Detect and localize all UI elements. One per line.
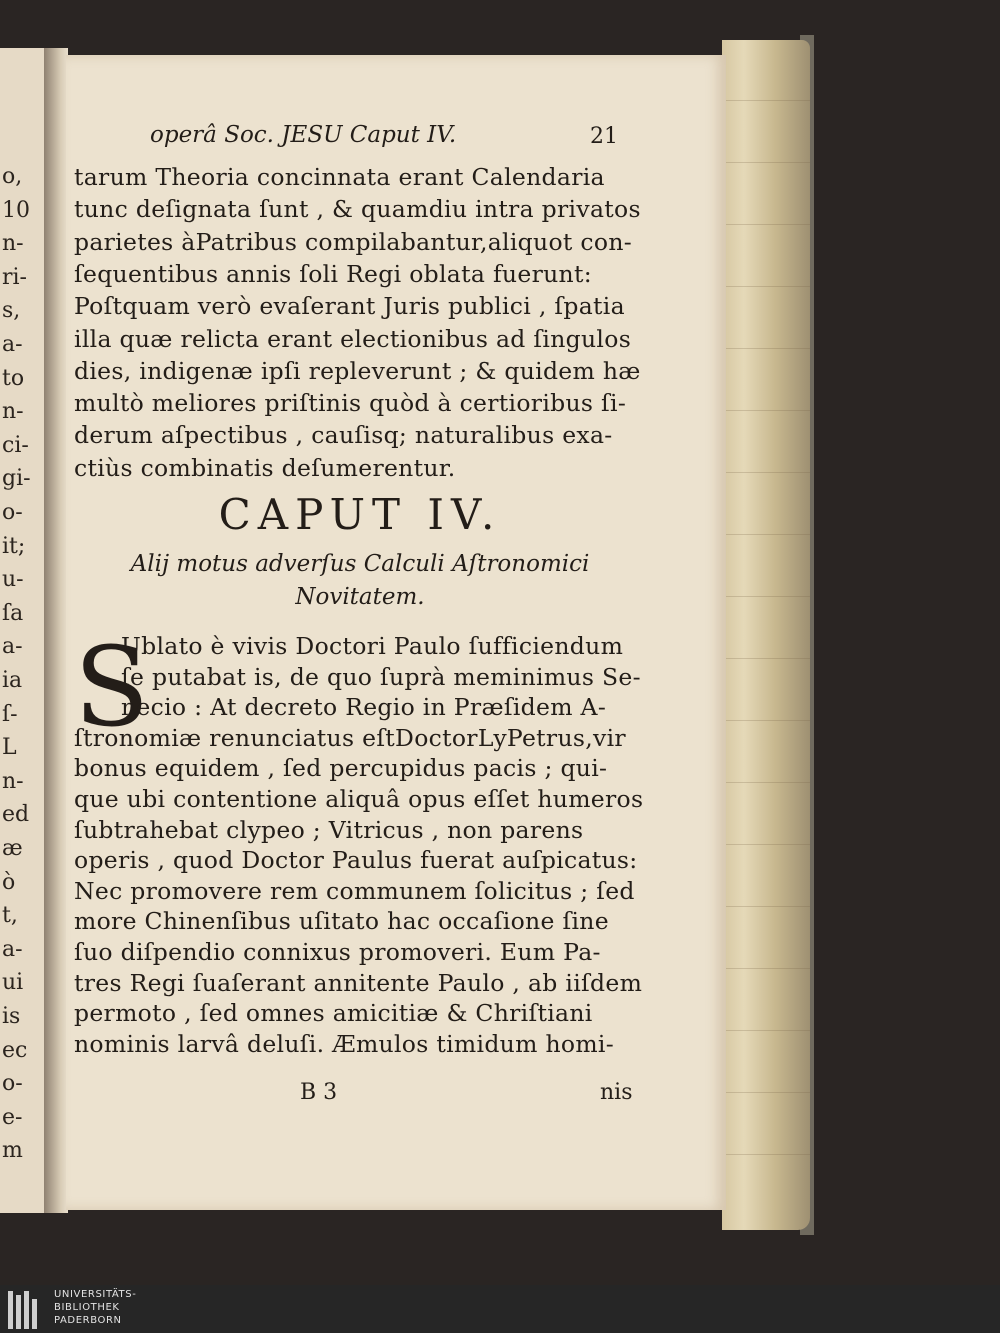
library-logo-text (54, 1288, 136, 1327)
left-page-fragment: m (2, 1138, 23, 1164)
logo-line-2: BIBLIOTHEK (54, 1302, 120, 1313)
chapter-heading: CAPUT IV. (218, 490, 502, 539)
library-footer-bar (0, 1285, 1000, 1333)
paragraph-line: ſubtrahebat clypeo ; Vitricus , non parens (74, 815, 584, 844)
paragraph-line: tres Regi ſuaſerant annitente Paulo , ab iiſdem (74, 968, 643, 997)
left-page-fragment: ò (2, 869, 16, 895)
paragraph-line: nominis larvâ deluſi. Æmulos timidum homi- (74, 1029, 614, 1058)
signature-mark: B 3 (300, 1080, 338, 1105)
logo-line-1: UNIVERSITÄTS- (54, 1289, 137, 1300)
text-line: parietes àPatribus compilabantur,aliquot con- (74, 227, 633, 256)
paragraph-line: ſuo diſpendio connixus promoveri. Eum Pa- (74, 938, 601, 966)
left-page-fragment: t, (2, 903, 18, 929)
left-page-fragment: ec (2, 1037, 28, 1063)
chapter-subtitle-line-2: Novitatem. (295, 584, 425, 610)
paragraph-line: more Chinenſibus uſitato hac occaſione ſine (74, 907, 609, 936)
left-page-fragment: a- (2, 936, 23, 962)
left-page-fragment: ri- (2, 264, 27, 290)
left-page-fragment: u- (2, 567, 24, 593)
text-line: ſequentibus annis ſoli Regi oblata fuerunt: (74, 259, 592, 288)
text-line: multò meliores priſtinis quòd à certioribus ſi- (74, 389, 627, 418)
left-page-fragment: ui (2, 970, 24, 996)
page-fore-edge (722, 40, 810, 1230)
paragraph-line: operis , quod Doctor Paulus fuerat auſpicatus: (74, 846, 638, 875)
paragraph-line: que ubi contentione aliquâ opus eſſet humeros (74, 785, 644, 813)
left-page-fragment: to (2, 365, 25, 391)
text-line: dies, indigenæ ipſi repleverunt ; & quidem hæ (74, 356, 641, 385)
chapter-subtitle-line-1: Alij motus adverſus Calculi Aſtronomici (130, 551, 590, 577)
text-line: ctiùs combinatis deſumerentur. (74, 453, 456, 482)
left-page-fragment: n- (2, 231, 24, 257)
text-line: Poſtquam verò evaſerant Juris publici , ſpatia (74, 292, 625, 321)
running-header: operâ Soc. JESU Caput IV. (150, 122, 457, 148)
left-page-fragment: ed (2, 802, 30, 828)
left-page-fragment: a- (2, 634, 23, 660)
paragraph-line: ſtronomiæ renunciatus eſtDoctorLyPetrus,vir (74, 723, 626, 752)
paragraph-line: permoto , ſed omnes amicitiæ & Chriſtiani (74, 999, 593, 1028)
text-line: tunc deſignata ſunt , & quamdiu intra privatos (74, 195, 641, 224)
left-page-fragment: ſa (2, 600, 24, 626)
previous-page-edge (0, 48, 46, 1213)
book-gutter (44, 48, 68, 1213)
text-line: illa quæ relicta erant electionibus ad ſingulos (74, 324, 632, 353)
left-page-fragment: 10 (2, 197, 30, 223)
left-page-fragment: it; (2, 533, 26, 559)
paragraph-line: bonus equidem , ſed percupidus pacis ; qui- (74, 754, 608, 783)
left-page-fragment: L (2, 735, 17, 761)
left-page-fragment: o- (2, 1071, 23, 1097)
left-page-fragment: a- (2, 332, 23, 357)
paragraph-line: necio : At decreto Regio in Præſidem A- (121, 693, 607, 722)
left-page-fragment: n- (2, 768, 24, 794)
text-line: derum aſpectibus , cauſisq; naturalibus exa- (74, 421, 613, 450)
catchword: nis (600, 1080, 633, 1105)
left-page-fragment: gi- (2, 466, 31, 492)
left-page-fragment: is (2, 1004, 21, 1029)
logo-line-3: PADERBORN (54, 1315, 122, 1326)
drop-capital: S (74, 623, 150, 751)
left-page-fragment: ia (2, 668, 23, 693)
paragraph-line: ſe putabat is, de quo ſuprà meminimus Se- (121, 662, 641, 691)
left-page-fragment: ſ- (2, 701, 18, 727)
paragraph-line: Ublato è vivis Doctori Paulo ſufficiendum (121, 632, 624, 660)
paragraph-line: Nec promovere rem communem ſolicitus ; ſed (74, 876, 635, 905)
left-page-fragment: ci- (2, 432, 29, 458)
left-page-fragment: o- (2, 500, 23, 525)
text-line: tarum Theoria concinnata erant Calendaria (74, 163, 605, 191)
left-page-fragment: n- (2, 399, 24, 425)
left-page-fragment: o, (2, 164, 23, 189)
left-page-fragment: e- (2, 1104, 23, 1130)
left-page-fragment: s, (2, 298, 21, 324)
page-number: 21 (590, 124, 618, 149)
library-logo-icon (8, 1291, 44, 1329)
left-page-fragment: æ (2, 836, 23, 861)
